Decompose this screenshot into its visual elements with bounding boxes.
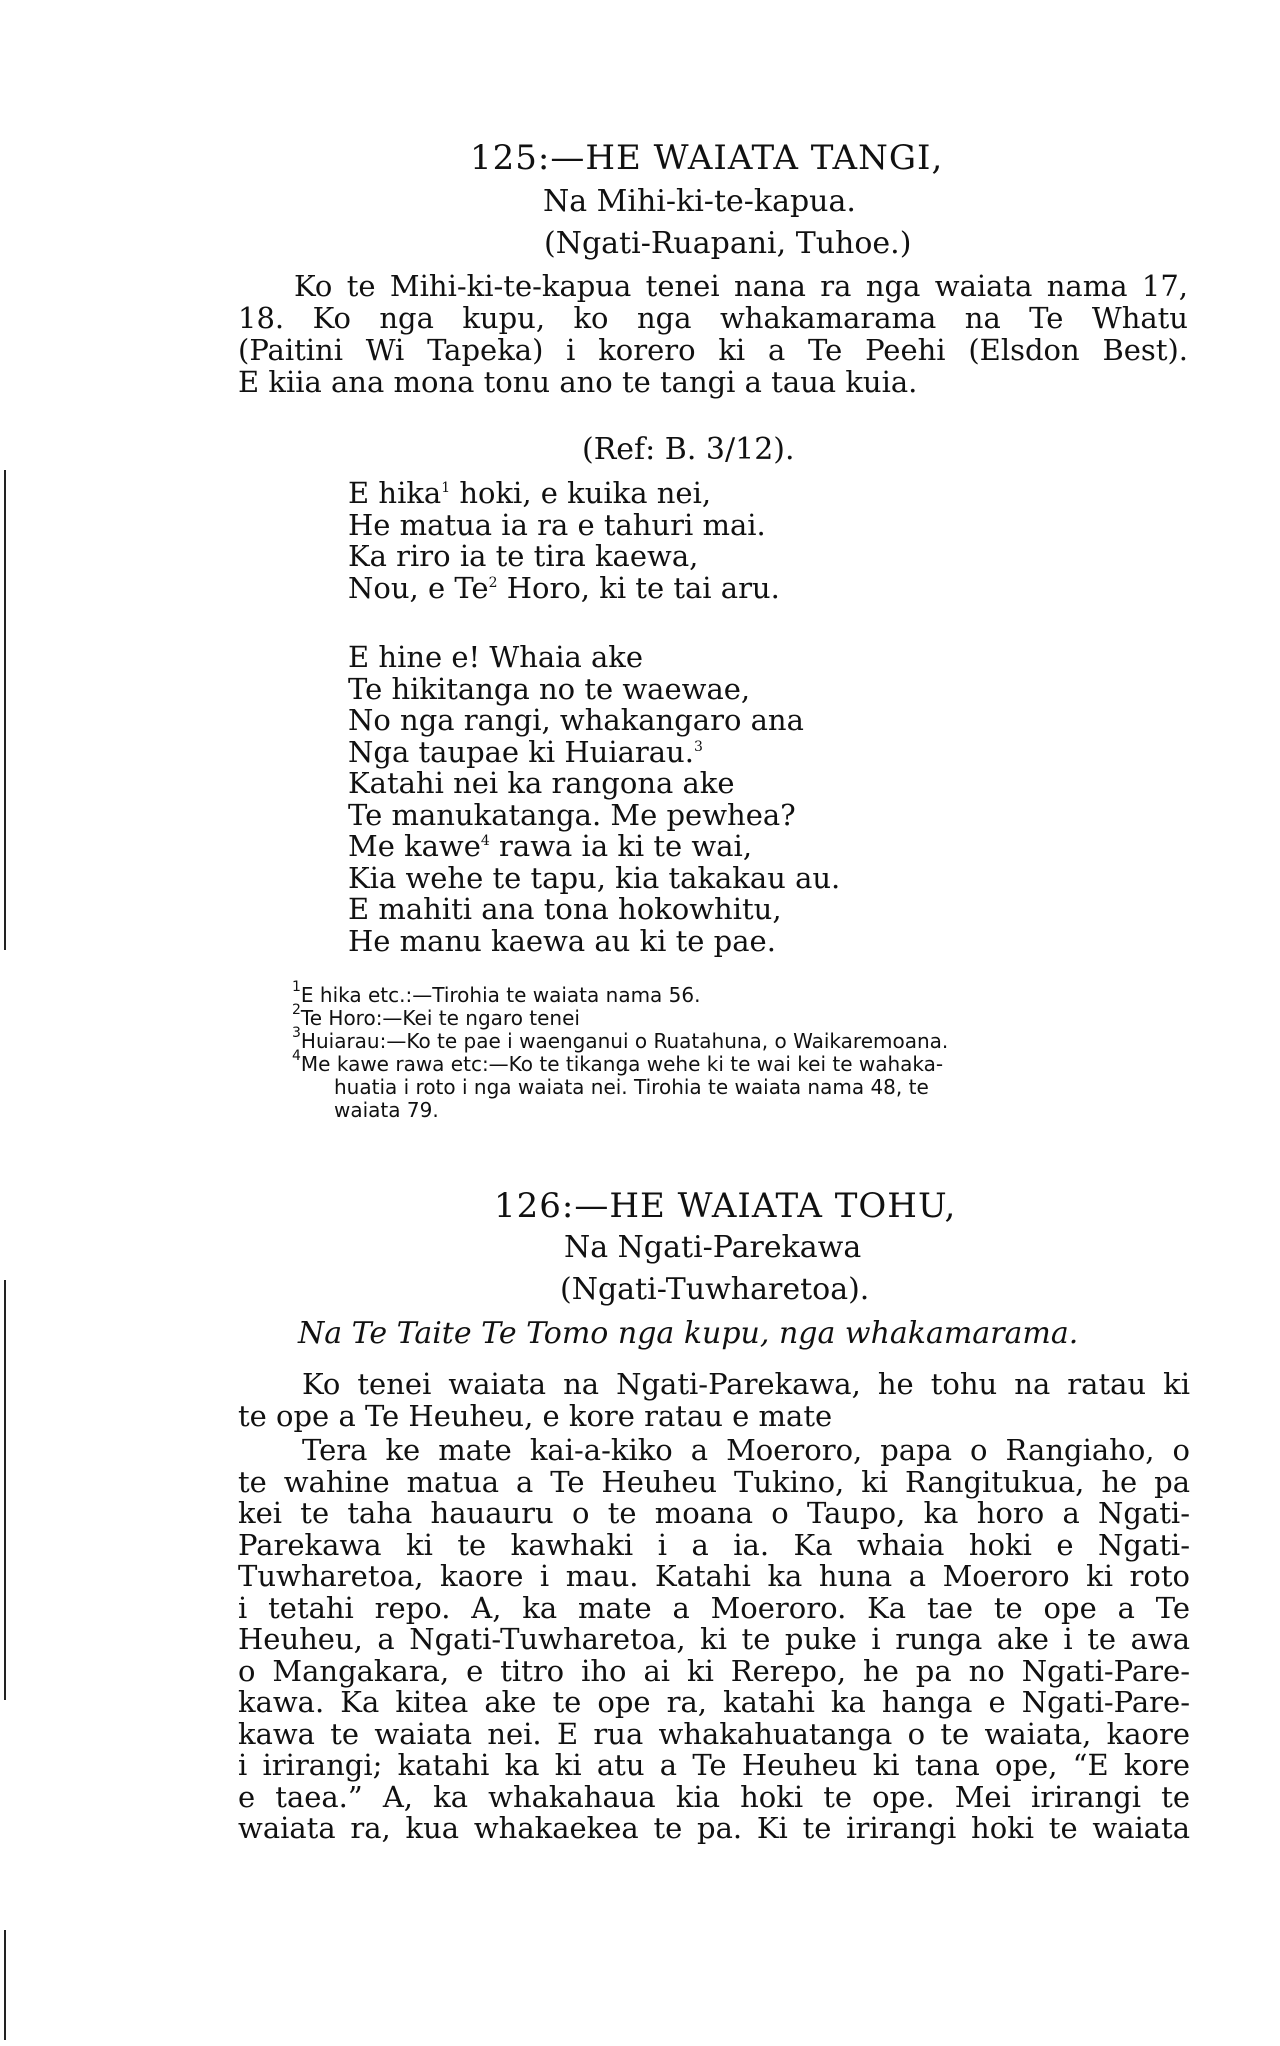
intro-line: Ko te Mihi-ki-te-kapua tenei nana ra nga waiata nama 17, — [294, 269, 1188, 303]
verse-line: He manu kaewa au ki te pae. — [348, 923, 776, 958]
verse-line: E hika$^1$ hoki, e kuika nei, — [348, 476, 712, 510]
footnote-marker: 4 — [292, 1048, 301, 1064]
story-line: Tera ke mate kai-a-kiko a Moeroro, papa o Rangiaho, o — [302, 1433, 1190, 1467]
story-line: Tuwharetoa, kaore i mau. Katahi ka huna a Moeroro ki roto — [238, 1559, 1190, 1593]
verse-line: E mahiti ana tona hokowhitu, — [348, 892, 782, 926]
song-125-footnotes — [292, 979, 1192, 1076]
footnote-marker: 3 — [693, 738, 703, 755]
footnote: $^2$Te Horo:—Kei te ngaro tenei — [292, 1002, 580, 1030]
binding-edge-mark — [4, 470, 6, 950]
story-line: e taea.” A, ka whakahaua kia hoki te ope. Mei irirangi te — [238, 1779, 1190, 1814]
song-126-intro — [238, 1368, 1190, 1432]
footnote-line: waiata 79. — [334, 1098, 439, 1122]
story-line: waiata ra, kua whakaekea te pa. Ki te irirangi hoki te waiata — [238, 1811, 1190, 1845]
story-line: Parekawa ki te kawhaki i a ia. Ka whaia hoki e Ngati- — [238, 1527, 1190, 1562]
verse-line: He matua ia ra e tahuri mai. — [348, 507, 766, 542]
song-125-intro — [238, 270, 1188, 398]
song-125-heading: 125:—HE WAIATA TANGI, — [470, 138, 944, 178]
story-line: Heuheu, a Ngati-Tuwharetoa, ki te puke i runga ake i te awa — [238, 1622, 1190, 1656]
intro-line: 18. Ko nga kupu, ko nga whakamarama na Te Whatu — [238, 301, 1188, 335]
song-126-heading: 126:—HE WAIATA TOHU, — [494, 1186, 957, 1226]
verse-line: E hine e! Whaia ake — [348, 640, 644, 674]
verse-line: Te manukatanga. Me pewhea? — [348, 797, 796, 832]
intro-line: E kiia ana mona tonu ano te tangi a taua kuia. — [238, 365, 918, 399]
intro-line: te ope a Te Heuheu, e kore ratau e mate — [238, 1399, 833, 1433]
song-125-tribe: (Ngati-Ruapani, Tuhoe.) — [544, 226, 912, 261]
footnote-marker: 1 — [292, 979, 301, 995]
footnote-marker: 2 — [488, 574, 498, 591]
song-125-stanza-2 — [348, 642, 840, 957]
footnote-line: huatia i roto i nga waiata nei. Tirohia te waiata nama 48, te — [334, 1075, 929, 1099]
song-125-footnote-continuation — [292, 1076, 1192, 1122]
story-line: i irirangi; katahi ka ki atu a Te Heuheu ki tana ope, “E kore — [238, 1748, 1190, 1782]
story-line: kawa te waiata nei. E rua whakahuatanga o te waiata, kaore — [238, 1716, 1190, 1751]
song-126-tribe: (Ngati-Tuwharetoa). — [560, 1272, 870, 1307]
song-125-stanza-1 — [348, 478, 780, 604]
verse-line: Katahi nei ka rangona ake — [348, 766, 735, 800]
verse-line: Ka riro ia te tira kaewa, — [348, 539, 699, 573]
verse-line: Kia wehe te tapu, kia takakau au. — [348, 860, 841, 895]
verse-line: Te hikitanga no te waewae, — [348, 671, 751, 706]
footnote-marker: 2 — [292, 1002, 301, 1018]
binding-edge-mark — [4, 1930, 6, 2040]
story-line: i tetahi repo. A, ka mate a Moeroro. Ka tae te ope a Te — [238, 1590, 1190, 1625]
song-126-composer: Na Ngati-Parekawa — [564, 1230, 862, 1265]
song-125-reference: (Ref: B. 3/12). — [582, 432, 795, 467]
binding-edge-mark — [4, 1280, 6, 1700]
footnote-marker: 4 — [480, 833, 490, 849]
footnote-marker: 3 — [292, 1025, 301, 1041]
intro-line: Ko tenei waiata na Ngati-Parekawa, he tohu na ratau ki — [302, 1367, 1190, 1401]
verse-line: Nou, e Te$^2$ Horo, ki te tai aru. — [348, 570, 780, 605]
verse-line: Me kawe$^4$ rawa ia ki te wai, — [348, 829, 753, 863]
footnote-marker: 1 — [441, 480, 451, 496]
story-line: kawa. Ka kitea ake te ope ra, katahi ka hanga e Ngati-Pare- — [238, 1685, 1190, 1719]
song-125-composer: Na Mihi-ki-te-kapua. — [543, 184, 856, 219]
story-line: o Mangakara, e titro iho ai ki Rerepo, he pa no Ngati-Pare- — [238, 1653, 1190, 1688]
verse-line: No nga rangi, whakangaro ana — [348, 703, 804, 737]
song-126-credit: Na Te Taite Te Tomo nga kupu, nga whakamarama. — [298, 1316, 1079, 1351]
footnote: $^4$Me kawe rawa etc:—Ko te tikanga wehe ki te wai kei te wahaka- — [292, 1048, 944, 1076]
song-126-story — [238, 1435, 1190, 1845]
footnote: $^1$E hika etc.:—Tirohia te waiata nama 56. — [292, 979, 701, 1007]
intro-line: (Paitini Wi Tapeka) i korero ki a Te Peehi (Elsdon Best). — [238, 333, 1188, 367]
story-line: kei te taha hauauru o te moana o Taupo, ka horo a Ngati- — [238, 1496, 1190, 1530]
footnote: $^3$Huiarau:—Ko te pae i waenganui o Ruatahuna, o Waikaremoana. — [292, 1025, 949, 1053]
verse-line: Nga taupae ki Huiarau.$^3$ — [348, 734, 703, 769]
story-line: te wahine matua a Te Heuheu Tukino, ki Rangitukua, he pa — [238, 1464, 1190, 1499]
